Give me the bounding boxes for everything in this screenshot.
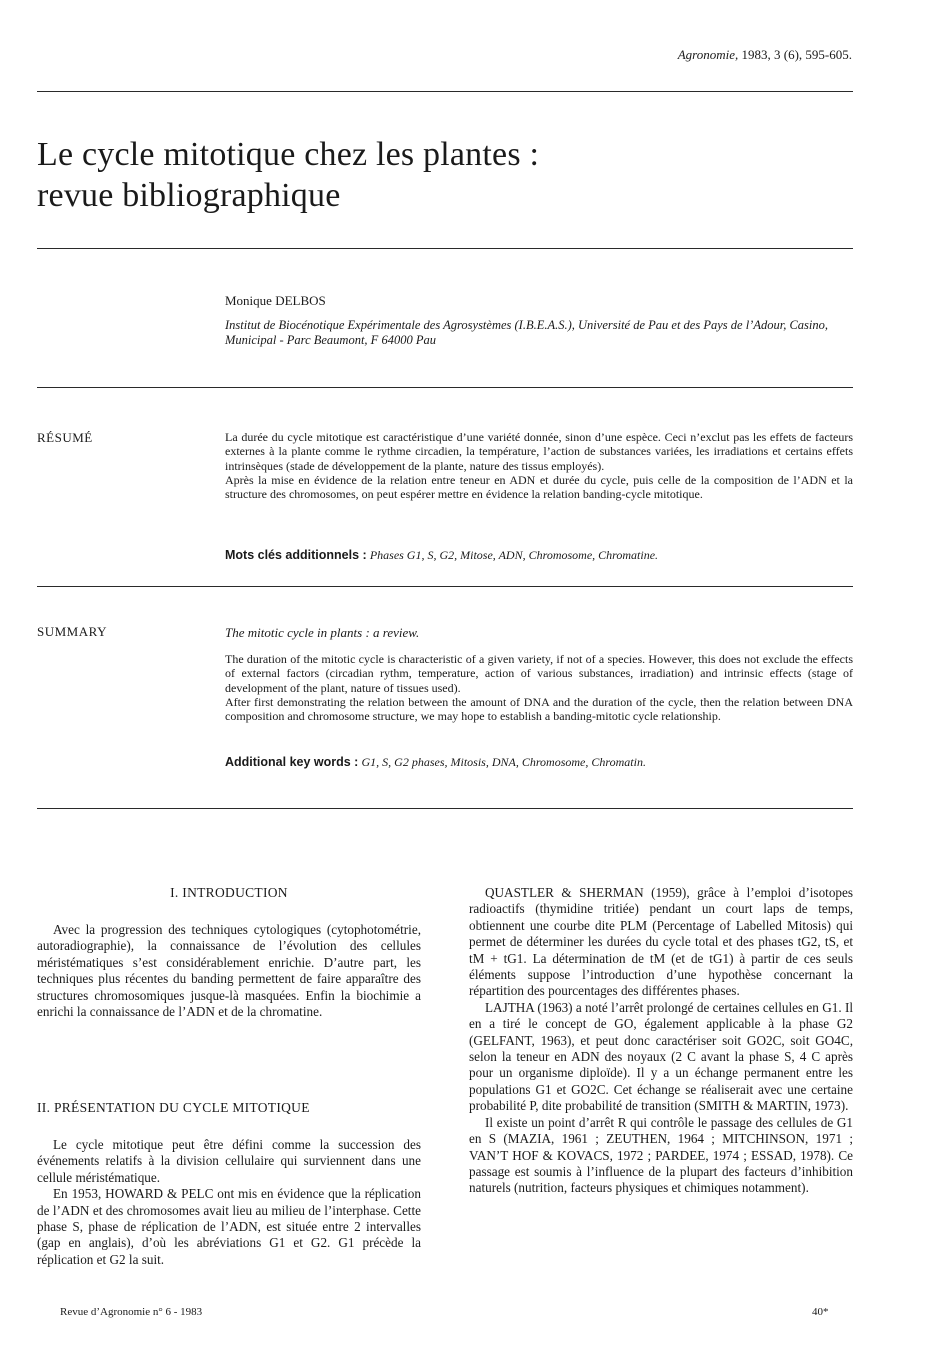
journal-reference bbox=[678, 47, 852, 63]
right-paragraph-1: QUASTLER & SHERMAN (1959), grâce à l’emploi d’isotopes radioactifs (thymidine tritiée) pendant un court laps de temps, obtiennent une courbe dite PLM (Percentage of Labelled Mitosis) qui permet de déterminer les durées du cycle total et des phases tG2, tS, et tM + tG1. La détermination de tM (et de tG1) à partir de ces seuls éléments suppose l’introduction d’une hypothèse concernant la répartition des pourcentages des différentes phases. bbox=[469, 885, 853, 999]
author-affiliation: Institut de Biocénotique Expérimentale des Agrosystèmes (I.B.E.A.S.), Université de Pau et des Pays de l’Adour, Casino, Municipal - Parc Beaumont, F 64000 Pau bbox=[225, 318, 828, 347]
summary-keywords-label: Additional key words : bbox=[225, 755, 359, 769]
journal-details: 1983, 3 (6), 595-605. bbox=[741, 47, 852, 62]
intro-text bbox=[37, 922, 421, 1020]
right-paragraph-2: LAJTHA (1963) a noté l’arrêt prolongé de certaines cellules en G1. Il en a tiré le concept de GO, également applicable à la phase G2 (GELFANT, 1963), et peut donc caractériser soit GO2C, soit GO4C, selon la teneur en ADN des noyaux (2 C avant la phase S, 4 C après pour un organisme diploïde). Il y a un échange permanent entre les populations G1 et GO2C. Cet échange se réaliserait avec une certaine probabilité P, dite probabilité de transition (SMITH & MARTIN, 1973). bbox=[469, 999, 853, 1114]
intro-paragraph: Avec la progression des techniques cytologiques (cytophotométrie, autoradiographie), la connaissance de l’évolution des cellules méristématiques s’est considérablement enrichie. D’autre part, les techniques plus récentes du banding permettent de faire apparaître des structures chromosomiques jusque-là masquées. Enfin la biochimie a enrichi la connaissance de l’ADN et de la chromatine. bbox=[37, 922, 421, 1020]
right-paragraph-3: Il existe un point d’arrêt R qui contrôle le passage des cellules de G1 en S (MAZIA, 1961 ; ZEUTHEN, 1964 ; MITCHINSON, 1971 ; VAN’T HOF & KOVACS, 1972 ; PARDEE, 1974 ; ESSAD, 1978). Ce passage est soumis à l’influence de la plupart des facteurs d’inhibition naturels (nutrition, facteurs physiques et chimiques notamment). bbox=[469, 1114, 853, 1196]
resume-keywords-label: Mots clés additionnels : bbox=[225, 548, 367, 562]
resume-paragraph-1: La durée du cycle mitotique est caractéristique d’une variété donnée, sinon d’une espèce. Ceci n’exclut pas les effets de facteurs externes à la plante comme le rythme circadien, la température, l’action de substances variées, les irradiations et certains effets intrinsèques (stade de développement de la plante, nature des tissus employés). bbox=[225, 430, 853, 473]
summary-text bbox=[225, 652, 853, 723]
resume-paragraph-2: Après la mise en évidence de la relation entre teneur en ADN et durée du cycle, puis celle de la composition de l’ADN et la structure des chromosomes, on peut espérer mettre en évidence la relation banding-cycle mitotique. bbox=[225, 472, 853, 502]
author-rule bbox=[37, 387, 853, 388]
resume-label: RÉSUMÉ bbox=[37, 430, 93, 445]
section2-paragraph-1: Le cycle mitotique peut être défini comme la succession des événements relatifs à la division cellulaire qui surviennent dans une cellule méristématique. bbox=[37, 1137, 421, 1185]
resume-text bbox=[225, 430, 853, 501]
summary-label: SUMMARY bbox=[37, 624, 107, 639]
journal-name: Agronomie, bbox=[677, 47, 739, 62]
title-line-1: Le cycle mitotique chez les plantes : bbox=[37, 136, 540, 173]
section2-text bbox=[37, 1137, 421, 1268]
summary-paragraph-2: After first demonstrating the relation between the amount of DNA and the duration of the cycle, then the relation between DNA composition and chromosome structure, we may hope to establish a banding-mitotic cycle relationship. bbox=[225, 694, 853, 724]
title-line-2: revue bibliographique bbox=[37, 177, 341, 214]
summary-paragraph-1: The duration of the mitotic cycle is characteristic of a given variety, if not of a species. However, this does not exclude the effects of external factors (circadian rythm, temperature, action of various substances, irradiation) and intrinsic effects (stage of development of the plant, nature of tissues used). bbox=[225, 652, 853, 695]
section2-heading: II. PRÉSENTATION DU CYCLE MITOTIQUE bbox=[37, 1100, 310, 1115]
header-rule bbox=[37, 91, 853, 92]
summary-keywords bbox=[225, 755, 853, 770]
resume-keywords-list: Phases G1, S, G2, Mitose, ADN, Chromosome, Chromatine. bbox=[369, 548, 659, 562]
resume-rule bbox=[37, 586, 853, 587]
summary-rule bbox=[37, 808, 853, 809]
resume-keywords bbox=[225, 548, 853, 563]
summary-keywords-list: G1, S, G2 phases, Mitosis, DNA, Chromosome, Chromatin. bbox=[361, 755, 646, 769]
author-name: Monique DELBOS bbox=[225, 293, 326, 308]
section2-paragraph-2: En 1953, HOWARD & PELC ont mis en évidence que la réplication de l’ADN et des chromosomes avait lieu au milieu de l’interphase. Cette phase S, phase de réplication de l’ADN, est située entre 2 intervalles (gap en anglais), d’où les abréviations G1 et G2. G1 précède la réplication et G2 la suit. bbox=[37, 1186, 421, 1267]
footer-left: Revue d’Agronomie n° 6 - 1983 bbox=[60, 1306, 203, 1318]
summary-title: The mitotic cycle in plants : a review. bbox=[225, 625, 420, 640]
title-rule bbox=[37, 248, 853, 249]
footer-right: 40* bbox=[812, 1306, 829, 1318]
intro-heading: I. INTRODUCTION bbox=[170, 885, 288, 900]
article-title bbox=[37, 134, 539, 216]
right-column-text bbox=[469, 885, 853, 1197]
